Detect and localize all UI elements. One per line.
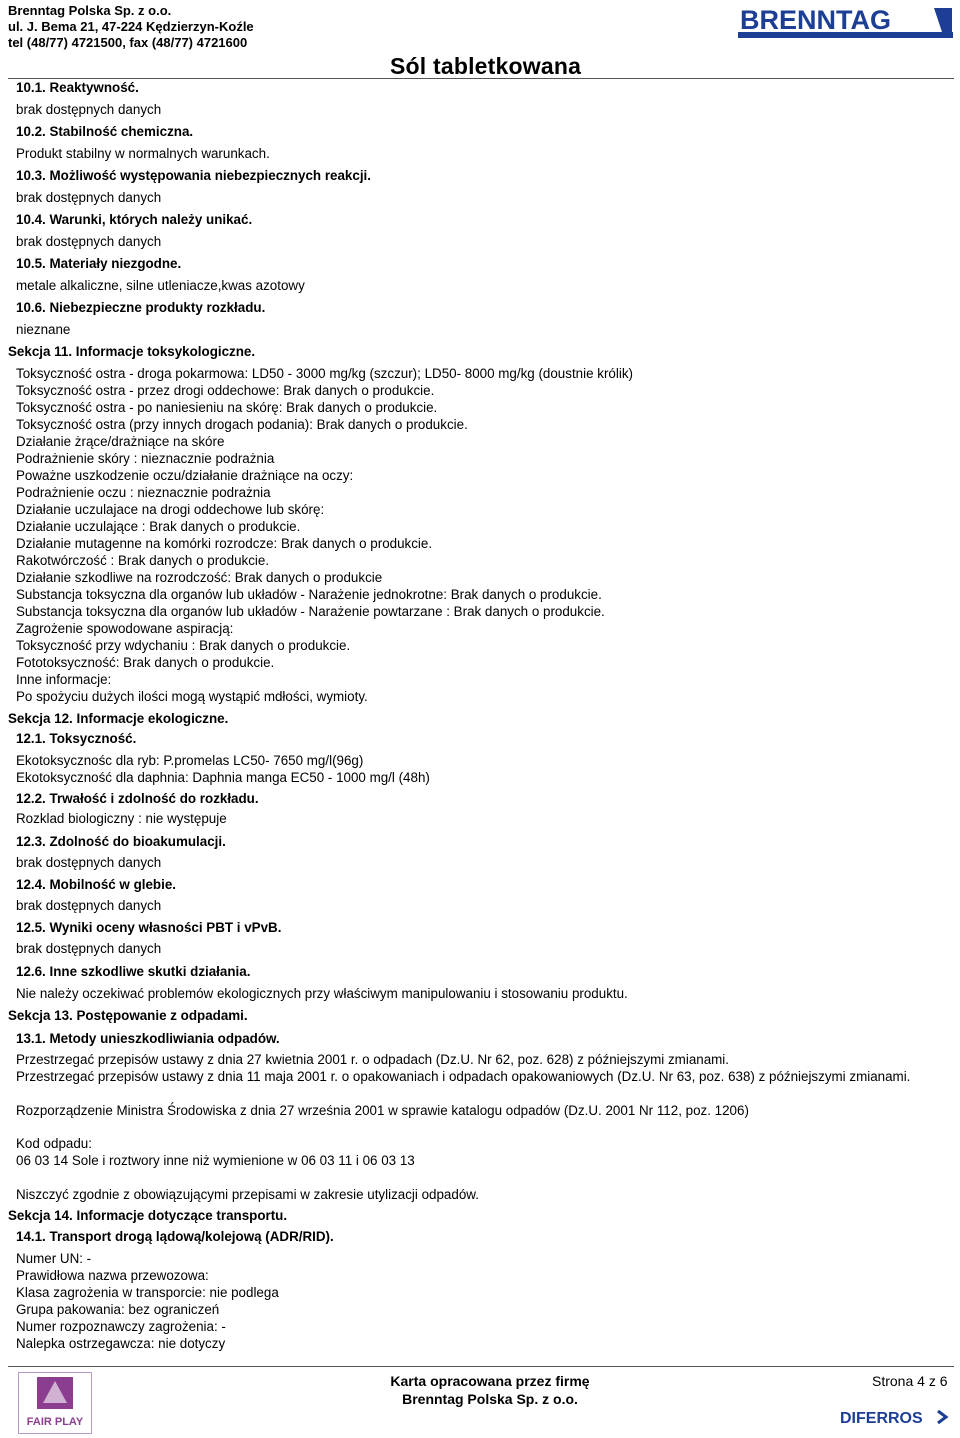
page-number: Strona 4 z 6 bbox=[872, 1373, 948, 1389]
brenntag-logo-graphic bbox=[738, 2, 953, 42]
text-line: Toksyczność ostra - po naniesieniu na skórę: Brak danych o produkcie. bbox=[16, 400, 438, 415]
section-heading: 10.5. Materiały niezgodne. bbox=[16, 256, 182, 271]
footer-credit bbox=[360, 1372, 620, 1408]
text-line: Działanie żrące/drażniące na skóre bbox=[16, 434, 225, 449]
text-line: Substancja toksyczna dla organów lub układów - Narażenie powtarzane : Brak danych o produkcie. bbox=[16, 604, 605, 619]
fair-play-text: FAIR PLAY bbox=[26, 1416, 84, 1428]
text-line: Substancja toksyczna dla organów lub układów - Narażenie jednokrotne: Brak danych o produkcie. bbox=[16, 587, 602, 602]
section-heading: 10.3. Możliwość występowania niebezpiecznych reakcji. bbox=[16, 168, 371, 183]
section-heading: 13.1. Metody unieszkodliwiania odpadów. bbox=[16, 1031, 280, 1046]
text-line: Działanie uczulajace na drogi oddechowe lub skórę: bbox=[16, 502, 325, 517]
company-phone: tel (48/77) 4721500, fax (48/77) 4721600 bbox=[8, 35, 248, 50]
text-line: Toksyczność ostra (przy innych drogach podania): Brak danych o produkcie. bbox=[16, 417, 468, 432]
text-line: Działanie mutagenne na komórki rozrodcze: Brak danych o produkcie. bbox=[16, 536, 433, 551]
company-name: Brenntag Polska Sp. z o.o. bbox=[8, 3, 172, 18]
text-line: Nalepka ostrzegawcza: nie dotyczy bbox=[16, 1336, 226, 1351]
text-line: Prawidłowa nazwa przewozowa: bbox=[16, 1268, 209, 1283]
text-line: brak dostępnych danych bbox=[16, 898, 162, 913]
text-line: Podrażnienie skóry : nieznacznie podrażnia bbox=[16, 451, 275, 466]
fair-play-badge bbox=[18, 1372, 92, 1434]
section-heading: Sekcja 13. Postępowanie z odpadami. bbox=[8, 1008, 248, 1023]
header-divider bbox=[8, 78, 954, 79]
diferros-logo-text: DIFERROS bbox=[840, 1410, 923, 1427]
text-line: Przestrzegać przepisów ustawy z dnia 11 maja 2001 r. o opakowaniach i odpadach opakowaniowych (Dz.U. Nr 63, poz. 638) z późniejszymi zmianami. bbox=[16, 1069, 911, 1084]
section-heading: 12.1. Toksyczność. bbox=[16, 731, 137, 746]
text-line: Przestrzegać przepisów ustawy z dnia 27 kwietnia 2001 r. o odpadach (Dz.U. Nr 62, poz. 628) z późniejszymi zmianami. bbox=[16, 1052, 730, 1067]
section-heading: 10.4. Warunki, których należy unikać. bbox=[16, 212, 253, 227]
text-line: Fototoksyczność: Brak danych o produkcie. bbox=[16, 655, 275, 670]
footer-divider bbox=[8, 1366, 954, 1367]
text-line: Inne informacje: bbox=[16, 672, 112, 687]
section-heading: 14.1. Transport drogą lądową/kolejową (ADR/RID). bbox=[16, 1229, 334, 1244]
text-line: Podrażnienie oczu : nieznacznie podrażnia bbox=[16, 485, 271, 500]
text-line: Klasa zagrożenia w transporcie: nie podlega bbox=[16, 1285, 279, 1300]
text-line: Numer UN: - bbox=[16, 1251, 92, 1266]
section-heading: Sekcja 14. Informacje dotyczące transportu. bbox=[8, 1208, 288, 1223]
text-line: Toksyczność ostra - droga pokarmowa: LD50 - 3000 mg/kg (szczur); LD50- 8000 mg/kg (doustnie królik) bbox=[16, 366, 633, 381]
text-line: brak dostępnych danych bbox=[16, 234, 162, 249]
text-line: Produkt stabilny w normalnych warunkach. bbox=[16, 146, 270, 161]
brenntag-logo-text: BRENNTAG bbox=[740, 5, 891, 35]
text-line: Ekotoksyczność dla daphnia: Daphnia manga EC50 - 1000 mg/l (48h) bbox=[16, 770, 430, 785]
text-line: Poważne uszkodzenie oczu/działanie drażniące na oczy: bbox=[16, 468, 354, 483]
text-line: Toksyczność ostra - przez drogi oddechowe: Brak danych o produkcie. bbox=[16, 383, 435, 398]
document-title: Sól tabletkowana bbox=[390, 53, 582, 79]
text-line: Grupa pakowania: bez ograniczeń bbox=[16, 1302, 220, 1317]
text-line: brak dostępnych danych bbox=[16, 102, 162, 117]
text-line: Po spożyciu dużych ilości mogą wystąpić mdłości, wymioty. bbox=[16, 689, 368, 704]
text-line: Niszczyć zgodnie z obowiązującymi przepisami w zakresie utylizacji odpadów. bbox=[16, 1187, 479, 1202]
company-address: ul. J. Bema 21, 47-224 Kędzierzyn-Koźle bbox=[8, 19, 254, 34]
section-heading: 12.2. Trwałość i zdolność do rozkładu. bbox=[16, 791, 259, 806]
text-line: Toksyczność przy wdychaniu : Brak danych o produkcie. bbox=[16, 638, 351, 653]
text-line: brak dostępnych danych bbox=[16, 941, 162, 956]
section-heading: Sekcja 11. Informacje toksykologiczne. bbox=[8, 344, 256, 359]
text-line: Rakotwórczość : Brak danych o produkcie. bbox=[16, 553, 270, 568]
section-heading: 12.4. Mobilność w glebie. bbox=[16, 877, 176, 892]
section-heading: 10.6. Niebezpieczne produkty rozkładu. bbox=[16, 300, 266, 315]
section-heading: 12.6. Inne szkodliwe skutki działania. bbox=[16, 964, 251, 979]
text-line: Kod odpadu: bbox=[16, 1136, 92, 1151]
text-line: Numer rozpoznawczy zagrożenia: - bbox=[16, 1319, 226, 1334]
text-line: Zagrożenie spowodowane aspiracją: bbox=[16, 621, 234, 636]
section-heading: 10.1. Reaktywność. bbox=[16, 80, 139, 95]
text-line: Rozklad biologiczny : nie występuje bbox=[16, 811, 227, 826]
text-line: Rozporządzenie Ministra Środowiska z dnia 27 września 2001 w sprawie katalogu odpadów (Dz.U. 2001 Nr 112, poz. 1206) bbox=[16, 1103, 749, 1118]
section-heading: 12.5. Wyniki oceny własności PBT i vPvB. bbox=[16, 920, 282, 935]
text-line: brak dostępnych danych bbox=[16, 190, 162, 205]
diferros-logo bbox=[840, 1406, 952, 1428]
text-line: Działanie szkodliwe na rozrodczość: Brak danych o produkcie bbox=[16, 570, 383, 585]
text-line: Nie należy oczekiwać problemów ekologicznych przy właściwym manipulowaniu i stosowaniu produktu. bbox=[16, 986, 628, 1001]
section-heading: 10.2. Stabilność chemiczna. bbox=[16, 124, 194, 139]
text-line: metale alkaliczne, silne utleniacze,kwas azotowy bbox=[16, 278, 305, 293]
text-line: brak dostępnych danych bbox=[16, 855, 162, 870]
brenntag-logo bbox=[738, 2, 953, 42]
footer-prepared-by: Karta opracowana przez firmę bbox=[390, 1373, 590, 1389]
diferros-logo-graphic bbox=[840, 1406, 952, 1428]
text-line: Ekotoksycznośc dla ryb: P.promelas LC50- 7650 mg/l(96g) bbox=[16, 753, 364, 768]
section-heading: Sekcja 12. Informacje ekologiczne. bbox=[8, 711, 229, 726]
text-line: Działanie uczulające : Brak danych o produkcie. bbox=[16, 519, 301, 534]
text-line: 06 03 14 Sole i roztwory inne niż wymienione w 06 03 11 i 06 03 13 bbox=[16, 1153, 415, 1168]
text-line: nieznane bbox=[16, 322, 71, 337]
fair-play-badge-icon bbox=[19, 1373, 91, 1433]
footer-company: Brenntag Polska Sp. z o.o. bbox=[402, 1391, 578, 1407]
section-heading: 12.3. Zdolność do bioakumulacji. bbox=[16, 834, 226, 849]
